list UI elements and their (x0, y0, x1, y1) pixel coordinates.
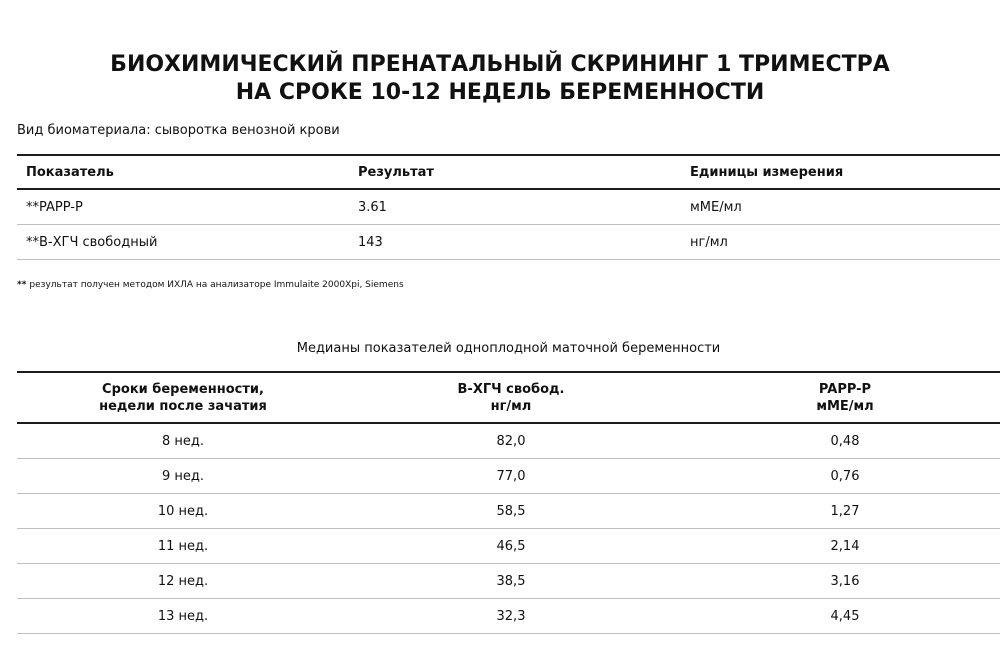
column-header-papp (681, 373, 1000, 422)
medians-table-header (17, 371, 1000, 424)
table-row (17, 190, 1000, 225)
column-header-hcg-line-2: нг/мл (490, 398, 532, 414)
papp-median-cell: 0,76 (830, 468, 860, 484)
biomaterial-label: Вид биоматериала: сыворотка венозной крови (17, 123, 340, 138)
column-header-hcg-line-1: В-ХГЧ свобод. (457, 381, 565, 397)
report-title-line-1: БИОХИМИЧЕСКИЙ ПРЕНАТАЛЬНЫЙ СКРИНИНГ 1 ТРИМЕСТРА (110, 52, 890, 77)
papp-median-cell: 0,48 (830, 433, 860, 449)
hcg-median-cell: 77,0 (496, 468, 526, 484)
indicator-name: **PAPP-P (26, 199, 83, 215)
term-cell: 10 нед. (157, 503, 209, 519)
result-value: 143 (358, 234, 383, 250)
papp-median-cell: 4,45 (830, 608, 860, 624)
report-title-line-2: НА СРОКЕ 10-12 НЕДЕЛЬ БЕРЕМЕННОСТИ (235, 80, 765, 105)
medians-table (17, 371, 1000, 634)
hcg-median-cell: 38,5 (496, 573, 526, 589)
result-units: мМЕ/мл (690, 199, 742, 215)
result-units: нг/мл (690, 234, 728, 250)
method-footnote (17, 279, 404, 291)
column-header-units: Единицы измерения (690, 164, 844, 180)
hcg-median-cell: 46,5 (496, 538, 526, 554)
table-row (17, 599, 1000, 634)
column-header-indicator: Показатель (26, 164, 114, 180)
footnote-marker: ** (17, 280, 27, 290)
column-header-papp-line-2: мМЕ/мл (816, 398, 874, 414)
column-header-term (17, 373, 349, 422)
papp-median-cell: 2,14 (830, 538, 860, 554)
result-value: 3.61 (358, 199, 387, 215)
table-row (17, 494, 1000, 529)
table-row (17, 424, 1000, 459)
hcg-median-cell: 82,0 (496, 433, 526, 449)
papp-median-cell: 1,27 (830, 503, 860, 519)
report-title (0, 51, 1000, 107)
term-cell: 8 нед. (161, 433, 205, 449)
term-cell: 12 нед. (157, 573, 209, 589)
hcg-median-cell: 32,3 (496, 608, 526, 624)
column-header-term-line-1: Сроки беременности, (102, 381, 264, 397)
medians-table-caption: Медианы показателей одноплодной маточной беременности (296, 341, 721, 356)
table-row (17, 459, 1000, 494)
table-row (17, 529, 1000, 564)
table-row (17, 564, 1000, 599)
column-header-hcg (349, 373, 681, 422)
column-header-papp-line-1: PAPP-P (818, 381, 872, 397)
results-table (17, 154, 1000, 260)
column-header-term-line-2: недели после зачатия (99, 398, 267, 414)
papp-median-cell: 3,16 (830, 573, 860, 589)
hcg-median-cell: 58,5 (496, 503, 526, 519)
table-row (17, 225, 1000, 260)
results-table-header (17, 154, 1000, 190)
column-header-result: Результат (358, 164, 434, 180)
term-cell: 9 нед. (161, 468, 205, 484)
indicator-name: **В-ХГЧ свободный (26, 234, 158, 250)
footnote-text: результат получен методом ИХЛА на анализаторе Immulaite 2000Xpi, Siemens (29, 280, 404, 290)
term-cell: 11 нед. (157, 538, 209, 554)
term-cell: 13 нед. (157, 608, 209, 624)
